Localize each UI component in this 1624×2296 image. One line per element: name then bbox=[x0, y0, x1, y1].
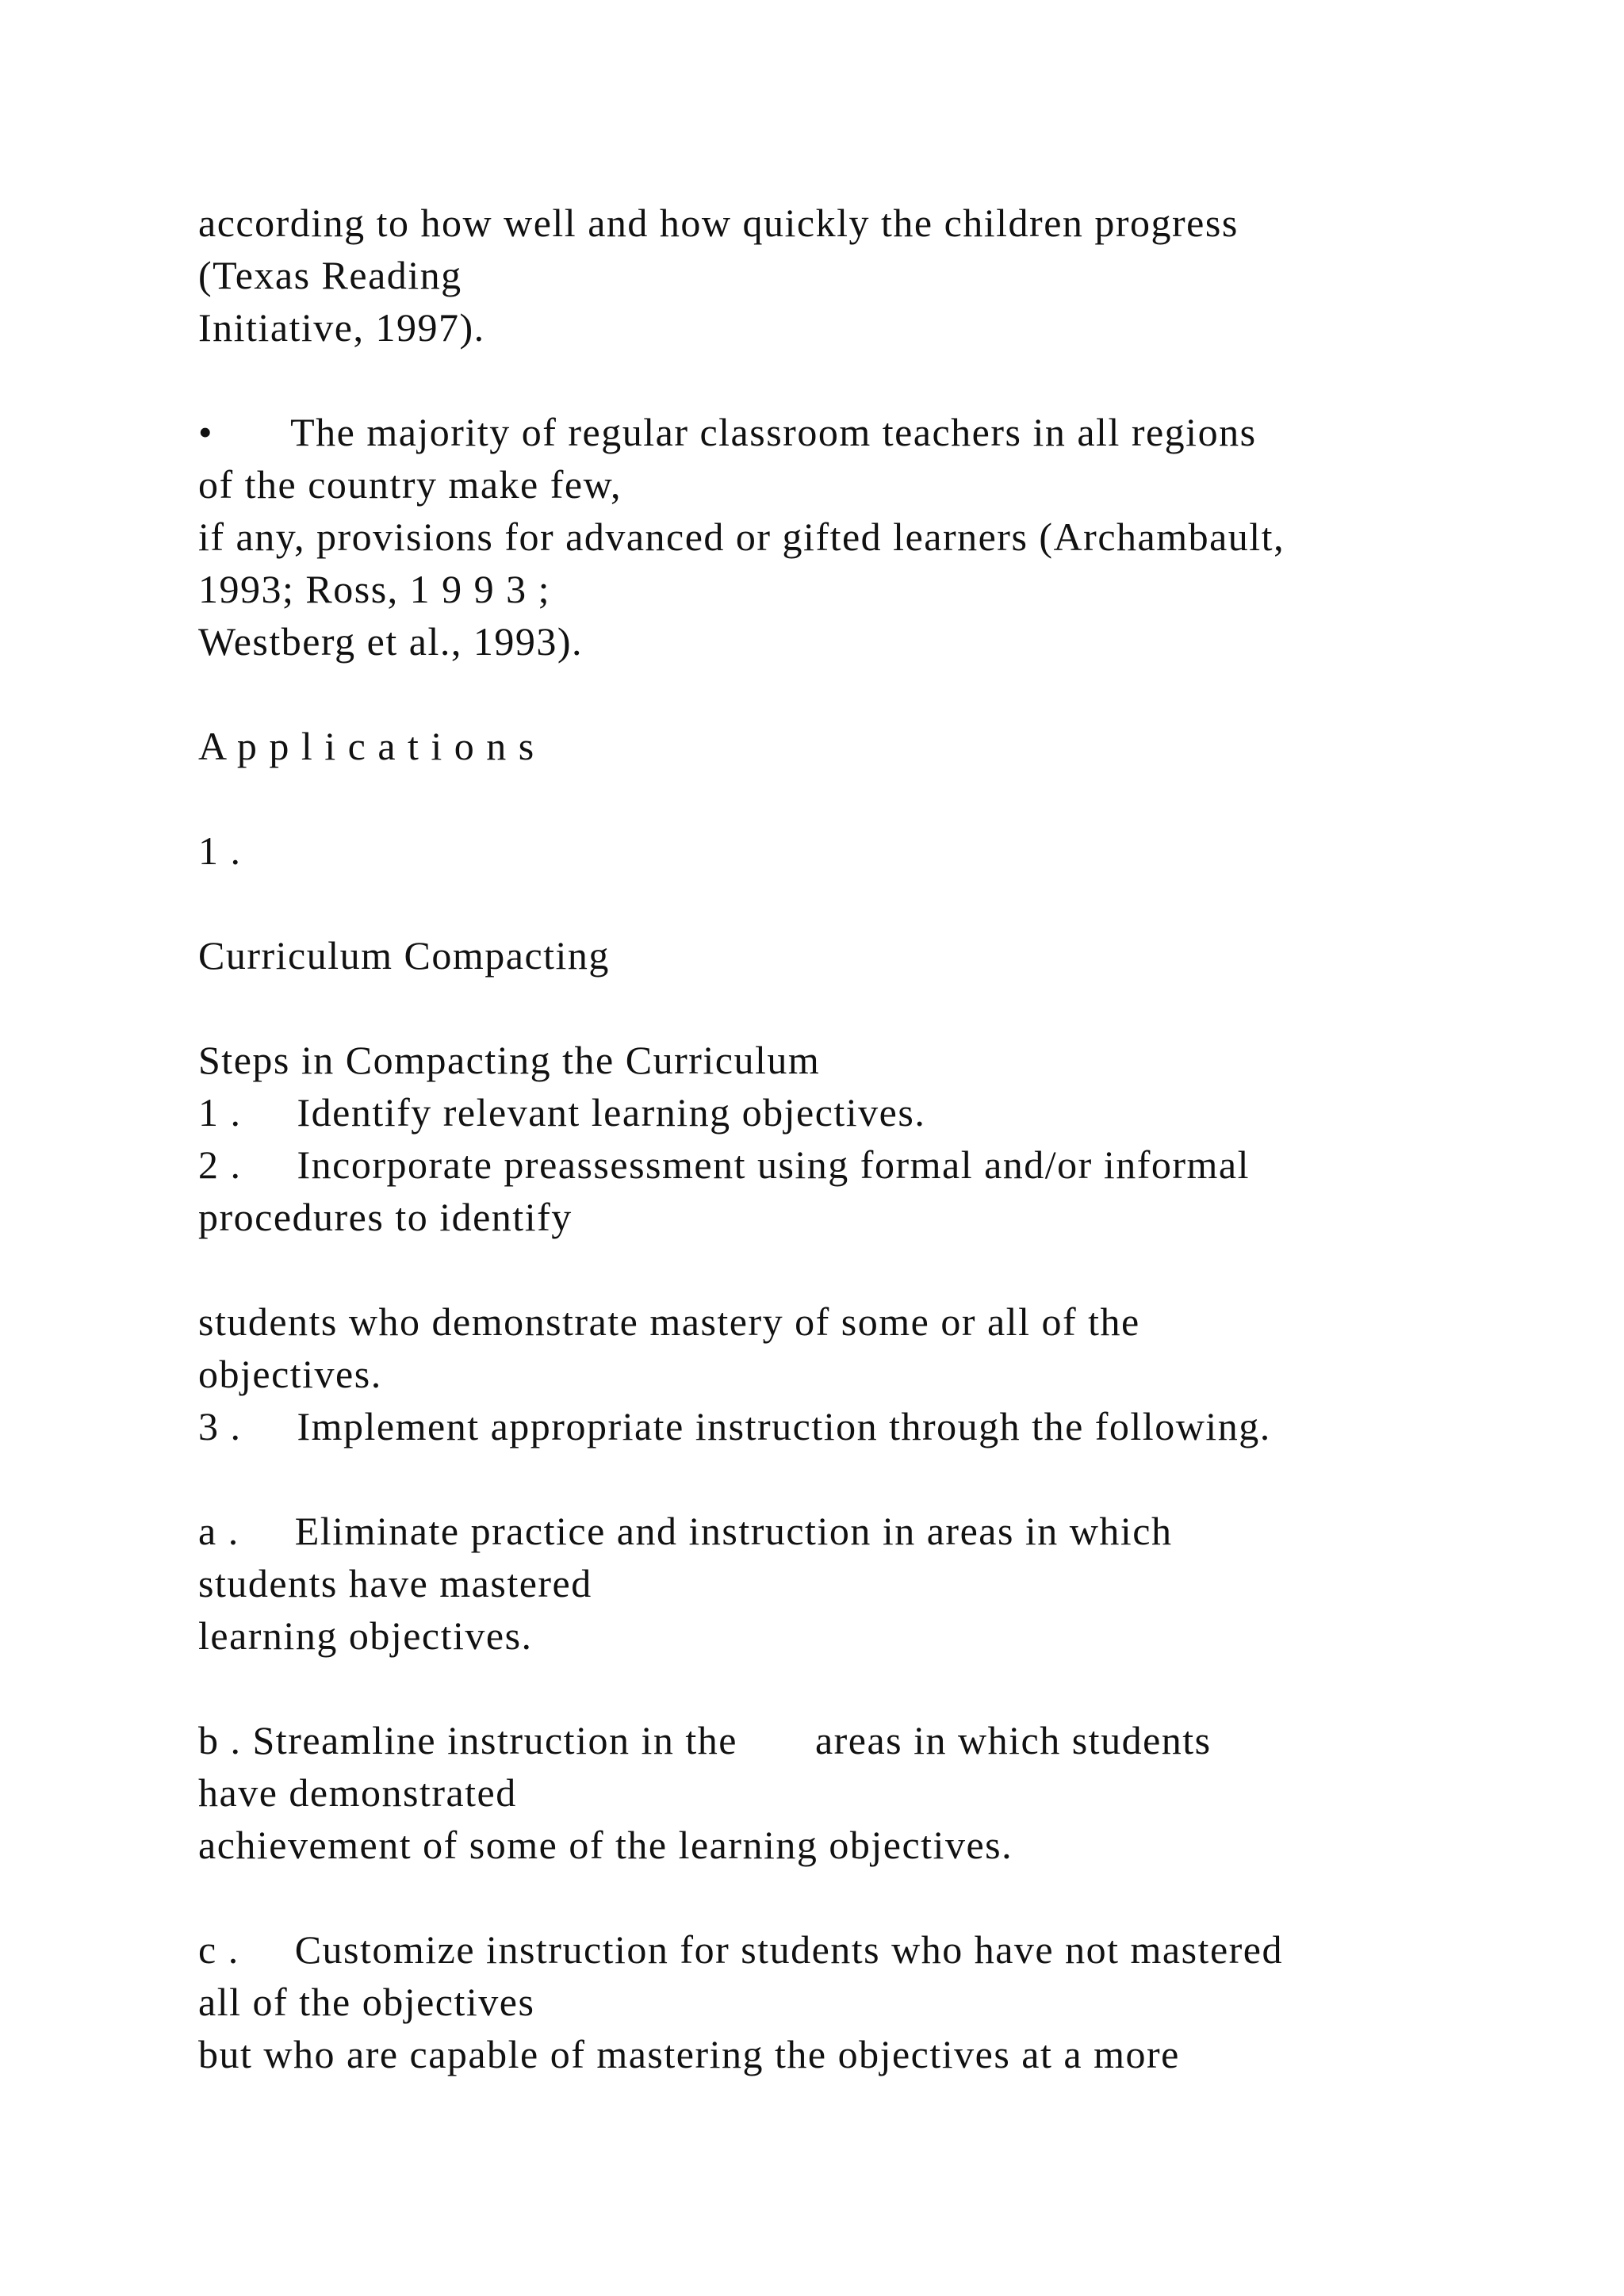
subsection-heading: Curriculum Compacting bbox=[198, 933, 610, 978]
text-line: students have mastered bbox=[198, 1561, 592, 1605]
text-line: 1993; Ross, 1 9 9 3 ; bbox=[198, 567, 551, 611]
sub-list-item: a . Eliminate practice and instruction in areas in which bbox=[198, 1509, 1173, 1553]
text-line: procedures to identify bbox=[198, 1195, 573, 1239]
text-line: objectives. bbox=[198, 1352, 382, 1396]
section-heading-applications: A p p l i c a t i o n s bbox=[198, 724, 535, 768]
list-item: 2 . Incorporate preassessment using formal and/or informal bbox=[198, 1142, 1250, 1187]
list-item: 3 . Implement appropriate instruction through the following. bbox=[198, 1404, 1271, 1448]
text-line: Westberg et al., 1993). bbox=[198, 619, 583, 664]
list-heading: Steps in Compacting the Curriculum bbox=[198, 1038, 821, 1082]
text-line: have demonstrated bbox=[198, 1770, 517, 1815]
text-line: but who are capable of mastering the objectives at a more bbox=[198, 2032, 1180, 2076]
text-line: if any, provisions for advanced or gifted learners (Archambault, bbox=[198, 515, 1285, 559]
sub-list-item: c . Customize instruction for students who have not mastered bbox=[198, 1927, 1283, 1972]
text-line: learning objectives. bbox=[198, 1613, 533, 1658]
bullet-line: • The majority of regular classroom teachers in all regions bbox=[198, 410, 1257, 454]
text-line: all of the objectives bbox=[198, 1980, 535, 2024]
text-line: achievement of some of the learning objectives. bbox=[198, 1823, 1013, 1867]
section-number: 1 . bbox=[198, 828, 242, 873]
text-line: students who demonstrate mastery of some or all of the bbox=[198, 1299, 1140, 1344]
sub-list-item: b . Streamline instruction in the areas in which students bbox=[198, 1718, 1212, 1762]
text-line: of the country make few, bbox=[198, 462, 622, 507]
text-line: (Texas Reading bbox=[198, 253, 462, 297]
text-line: according to how well and how quickly the children progress bbox=[198, 201, 1239, 245]
list-item: 1 . Identify relevant learning objectives. bbox=[198, 1090, 926, 1135]
text-line: Initiative, 1997). bbox=[198, 305, 485, 350]
